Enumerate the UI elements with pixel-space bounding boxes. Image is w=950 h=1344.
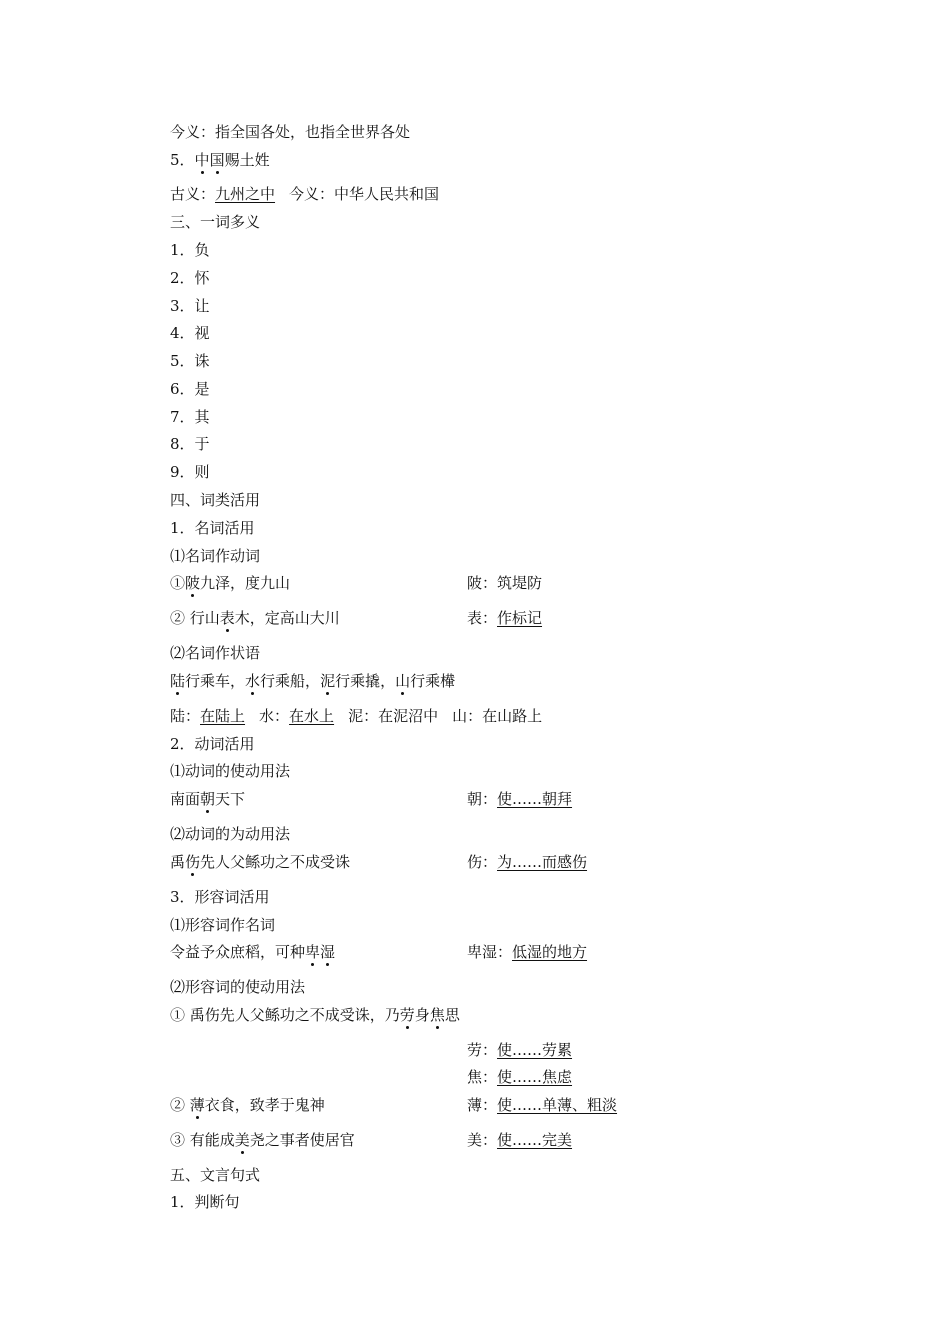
example-line [170,608,340,628]
emphasis-dot-char: 焦 [429,1006,445,1024]
answer-line [467,1095,617,1115]
subsection-title: ⑵动词的为动用法 [170,825,291,843]
emphasis-dot-char: 伤 [185,853,201,871]
answer-line [467,573,542,593]
answer: 筑堤防 [497,574,543,592]
answer-underlined: 在水上 [289,707,335,725]
list-item: 1．负 [170,241,210,259]
answer-line [467,1130,572,1150]
answer-underlined: 使……完美 [497,1131,573,1149]
example-line [170,789,245,809]
emphasis-dot-char: 中 [194,151,210,169]
emphasis-dot-char: 国 [209,151,225,169]
answer: 山：在山路上 [452,707,543,725]
label: 今义： [289,185,335,203]
item-number: ① [170,574,186,592]
label: 伤： [467,853,498,871]
answer-line [467,852,587,872]
text-span: 中华人民共和国 [334,185,440,203]
text-span: 衣食，致孝于鬼神 [204,1096,325,1114]
list-item: 8．于 [170,435,210,453]
subsection-title: 3．形容词活用 [170,888,270,906]
subsection-title: 2．动词活用 [170,735,255,753]
answer-underlined: 使……焦虑 [497,1068,573,1086]
label: 朝： [467,790,498,808]
item-number: 5． [170,151,195,169]
example-line [170,573,290,593]
text-line [170,150,270,170]
list-item: 6．是 [170,380,210,398]
answer-line [467,1040,572,1060]
text-span: 赐土姓 [224,151,270,169]
list-item: 5．诛 [170,352,210,370]
example-line [170,671,455,691]
label: 水： [259,707,290,725]
answer-line [467,942,587,962]
emphasis-dot-char: 劳 [399,1006,415,1024]
subsection-title: 1．判断句 [170,1193,240,1211]
label: 劳： [467,1041,498,1059]
answer-line [467,789,572,809]
text-span: 天下 [215,790,246,808]
text-span: 身 [414,1006,430,1024]
text-span: ② 行山 [170,609,220,627]
text-span: 九泽，度九山 [200,574,291,592]
list-item: 4．视 [170,324,210,342]
text-span: 先人父鲧功之不成受诛 [200,853,351,871]
text-span: 思 [444,1006,460,1024]
answer-underlined: 为……而感伤 [497,853,588,871]
list-item: 2．怀 [170,269,210,287]
text-span: 禹 [170,853,186,871]
emphasis-dot-char: 陆 [170,672,186,690]
label: 表： [467,609,498,627]
answer-line [467,608,542,628]
label: 焦： [467,1068,498,1086]
label: 美： [467,1131,498,1149]
emphasis-dot-char: 卑 [305,943,321,961]
list-item: 9．则 [170,463,210,481]
subsection-title: ⑴名词作动词 [170,547,261,565]
text-span: 南面 [170,790,201,808]
text-span: 行乘船， [260,672,321,690]
example-line [170,1095,325,1115]
emphasis-dot-char: 朝 [200,790,216,808]
emphasis-dot-char: 泥 [320,672,336,690]
emphasis-dot-char: 陂 [185,574,201,592]
emphasis-dot-char: 湿 [320,943,336,961]
example-line [170,1005,460,1025]
label: 陆： [170,707,201,725]
label: 古义： [170,185,216,203]
answer-line [170,706,542,726]
emphasis-dot-char: 山 [395,672,411,690]
answer-underlined: 使……单薄、粗淡 [497,1096,618,1114]
answer: 泥：在泥沼中 [348,707,439,725]
example-line [170,942,335,962]
label: 陂： [467,574,498,592]
answer-underlined: 使……朝拜 [497,790,573,808]
subsection-title: ⑵名词作状语 [170,644,261,662]
text-line: 今义：指全国各处，也指全世界各处 [170,123,411,141]
answer-underlined: 九州之中 [215,185,276,203]
list-item: 7．其 [170,408,210,426]
example-line [170,1130,355,1150]
text-span: ③ 有能成 [170,1131,235,1149]
text-span: 行乘撬， [335,672,396,690]
text-span: ① 禹伤先人父鲧功之不成受诛，乃 [170,1006,400,1024]
subsection-title: 1．名词活用 [170,519,255,537]
label: 卑湿： [467,943,513,961]
subsection-title: ⑵形容词的使动用法 [170,978,306,996]
answer-underlined: 作标记 [497,609,543,627]
answer-underlined: 低湿的地方 [512,943,588,961]
emphasis-dot-char: 水 [245,672,261,690]
emphasis-dot-char: 美 [234,1131,250,1149]
text-line [170,184,439,204]
section-title: 三、一词多义 [170,213,261,231]
section-title: 四、词类活用 [170,491,261,509]
example-line [170,852,350,872]
subsection-title: ⑴动词的使动用法 [170,762,291,780]
answer-underlined: 使……劳累 [497,1041,573,1059]
text-span: 尧之事者使居官 [249,1131,355,1149]
answer-underlined: 在陆上 [200,707,246,725]
item-number: ② [170,1096,190,1114]
answer-line [467,1067,572,1087]
section-title: 五、文言句式 [170,1166,261,1184]
text-span: 木，定高山大川 [234,609,340,627]
emphasis-dot-char: 表 [219,609,235,627]
label: 薄： [467,1096,498,1114]
subsection-title: ⑴形容词作名词 [170,916,276,934]
text-span: 行乘车， [185,672,246,690]
text-span: 令益予众庶稻，可种 [170,943,306,961]
emphasis-dot-char: 薄 [189,1096,205,1114]
text-span: 行乘檋 [410,672,456,690]
list-item: 3．让 [170,297,210,315]
